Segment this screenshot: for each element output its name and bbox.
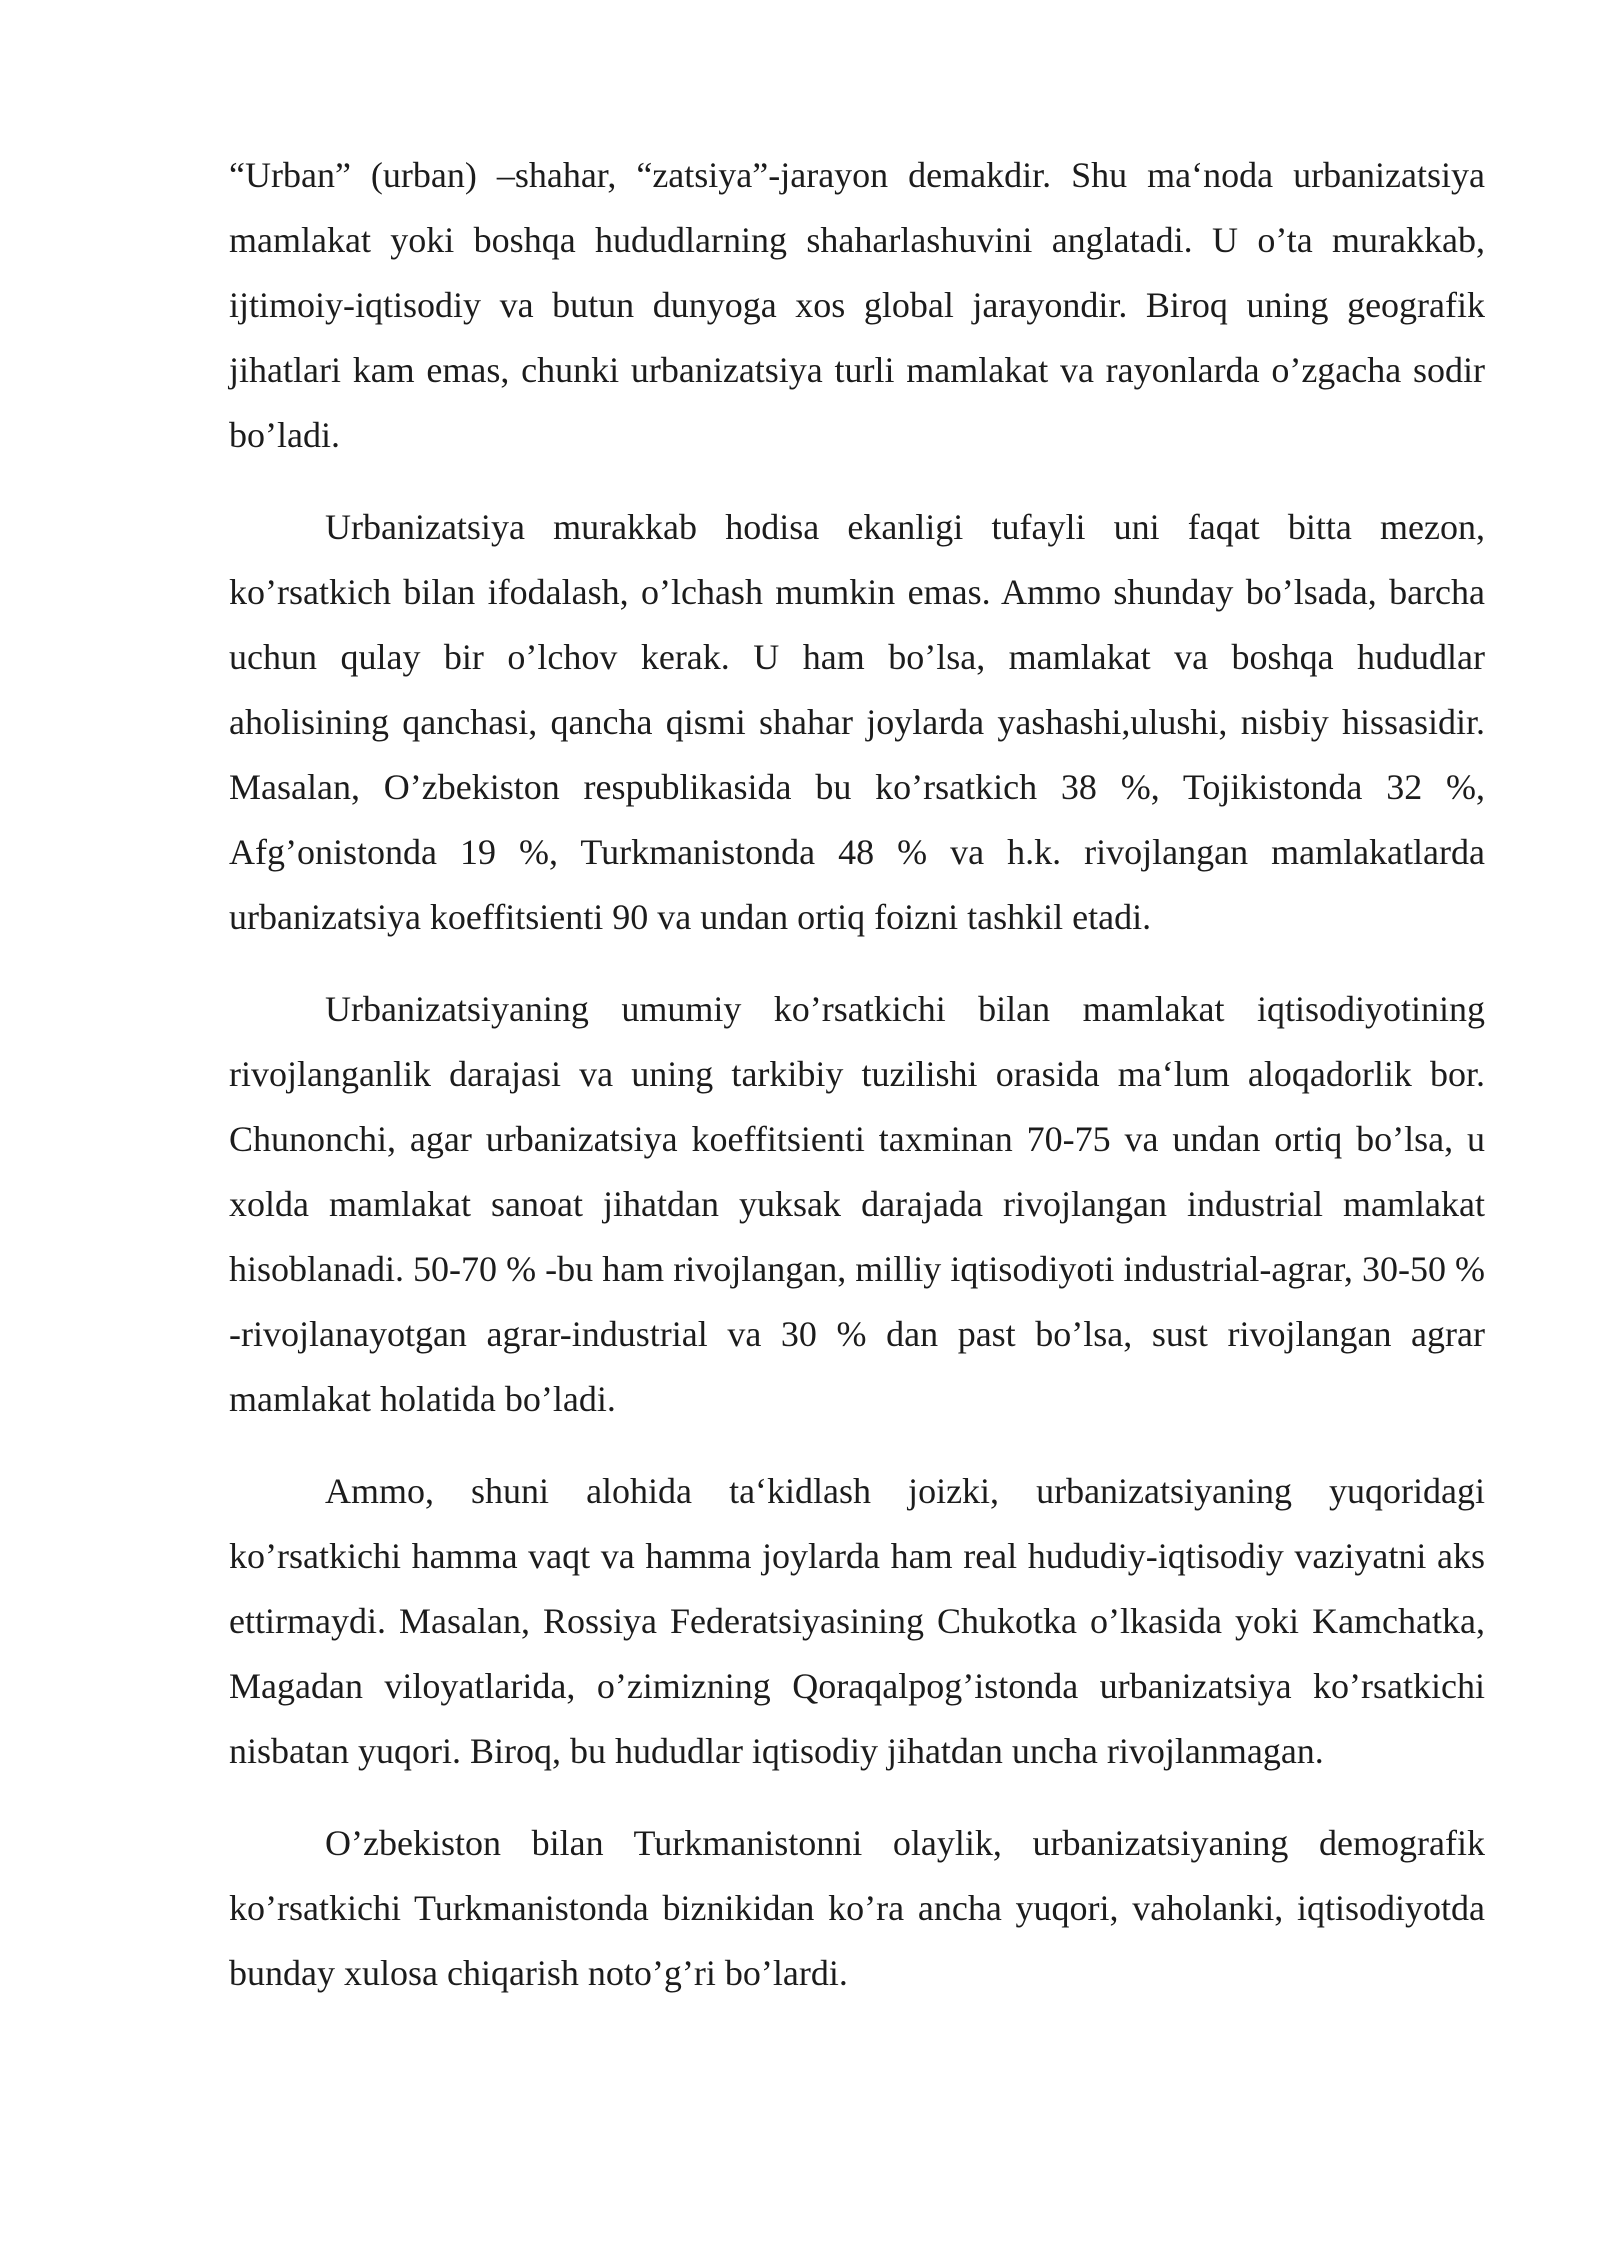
paragraph-urbanization-exceptions: Ammo, shuni alohida ta‘kidlash joizki, urbanizatsiyaning yuqoridagi ko’rsatkichi hamma vaqt va hamma joylarda ham real hududiy-iqtisodiy vaziyatni aks ettirmaydi. Masalan, Rossiya Federatsiyasining Chukotka o’lkasida yoki Kamchatka, Magadan viloyatlarida, o’zimizning Qoraqalpog’istonda urbanizatsiya ko’rsatkichi nisbatan yuqori. Biroq, bu hududlar iqtisodiy jihatdan uncha rivojlanmagan. bbox=[229, 1471, 1485, 1771]
paragraph-urbanization-economy: Urbanizatsiyaning umumiy ko’rsatkichi bilan mamlakat iqtisodiyotining rivojlanganlik darajasi va uning tarkibiy tuzilishi orasida ma‘lum aloqadorlik bor. Chunonchi, agar urbanizatsiya koeffitsienti taxminan 70-75 va undan ortiq bo’lsa, u xolda mamlakat sanoat jihatdan yuksak darajada rivojlangan industrial mamlakat hisoblanadi. 50-70 % -bu ham rivojlangan, milliy iqtisodiyoti industrial-agrar, 30-50 % -rivojlanayotgan agrar-industrial va 30 % dan past bo’lsa, sust rivojlangan agrar mamlakat holatida bo’ladi. bbox=[229, 989, 1485, 1419]
paragraph-urban-definition: “Urban” (urban) –shahar, “zatsiya”-jarayon demakdir. Shu ma‘noda urbanizatsiya mamlakat yoki boshqa hududlarning shaharlashuvini anglatadi. U o’ta murakkab, ijtimoiy-iqtisodiy va butun dunyoga xos global jarayondir. Biroq uning geografik jihatlari kam emas, chunki urbanizatsiya turli mamlakat va rayonlarda o’zgacha sodir bo’ladi. bbox=[229, 155, 1485, 455]
paragraph-uzbekistan-turkmenistan: O’zbekiston bilan Turkmanistonni olaylik, urbanizatsiyaning demografik ko’rsatkichi Turkmanistonda biznikidan ko’ra ancha yuqori, vaholanki, iqtisodiyotda bunday xulosa chiqarish noto’g’ri bo’lardi. bbox=[229, 1823, 1485, 1993]
paragraph-urbanization-measure: Urbanizatsiya murakkab hodisa ekanligi tufayli uni faqat bitta mezon, ko’rsatkich bilan ifodalash, o’lchash mumkin emas. Ammo shunday bo’lsada, barcha uchun qulay bir o’lchov kerak. U ham bo’lsa, mamlakat va boshqa hududlar aholisining qanchasi, qancha qismi shahar joylarda yashashi,ulushi, nisbiy hissasidir. Masalan, O’zbekiston respublikasida bu ko’rsatkich 38 %, Tojikistonda 32 %, Afg’onistonda 19 %, Turkmanistonda 48 % va h.k. rivojlangan mamlakatlarda urbanizatsiya koeffitsienti 90 va undan ortiq foizni tashkil etadi. bbox=[229, 507, 1485, 937]
document-page bbox=[229, 143, 1485, 2033]
